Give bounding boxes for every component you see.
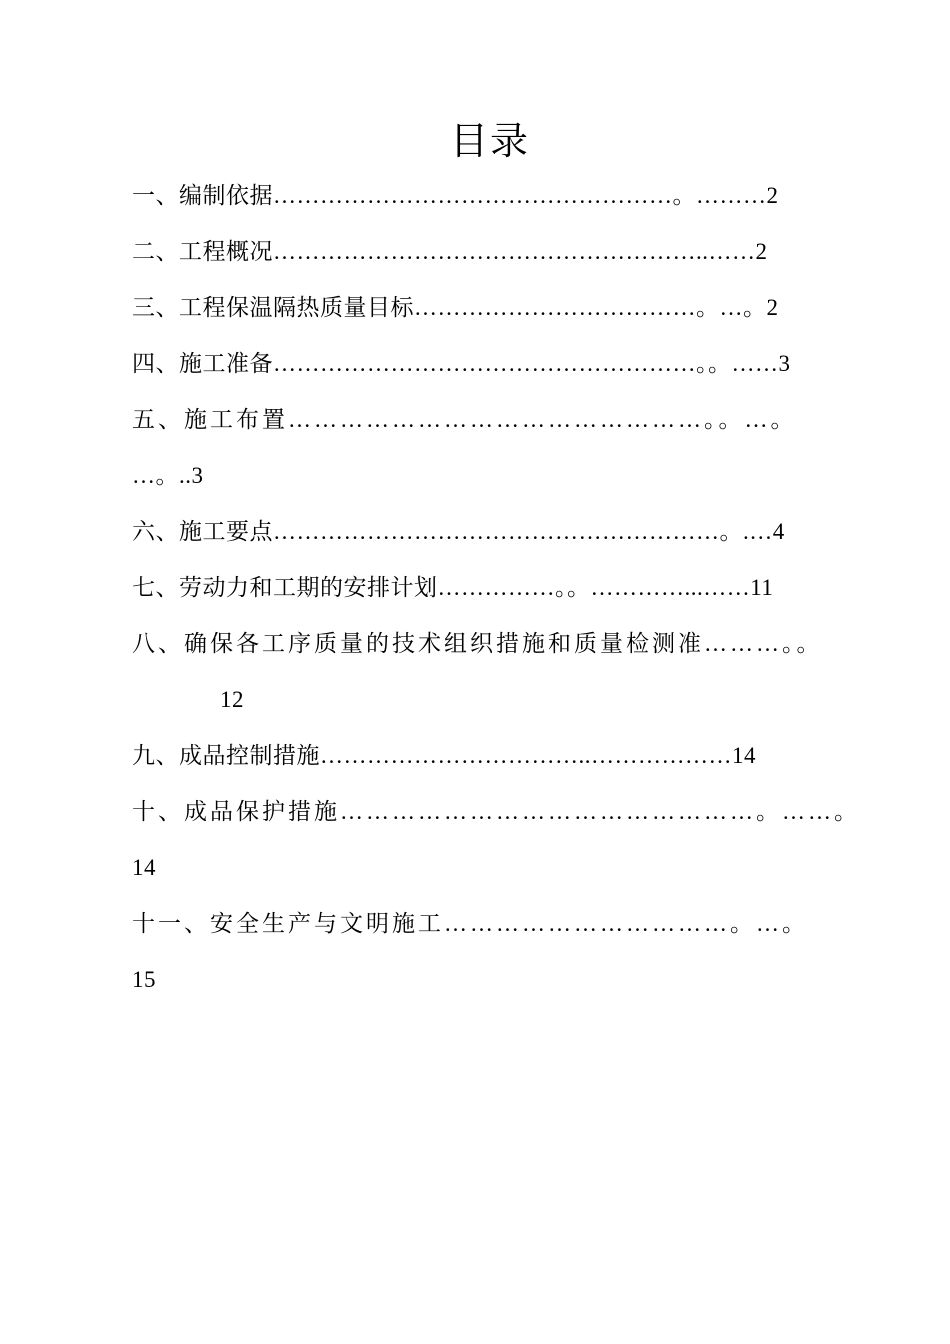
toc-entry-11: 十一、安全生产与文明施工……………………………。…。 (132, 911, 808, 936)
toc-entry-3: 三、工程保温隔热质量目标………………………………。…。2 (132, 295, 779, 320)
toc-entry-5: 五、施工布置…………………………………………。。…。 (132, 407, 797, 432)
table-of-contents (132, 168, 872, 1008)
toc-entry-1: 一、编制依据……………………………………………。………2 (132, 183, 779, 208)
toc-entry-7: 七、劳动力和工期的安排计划……………。。…………...……11 (132, 575, 774, 600)
toc-entry-4: 四、施工准备………………………………………………。。……3 (132, 351, 791, 376)
toc-entry-10-continuation: 14 (132, 855, 156, 880)
toc-entry-5-continuation: …。..3 (132, 463, 204, 488)
toc-entry-10: 十、成品保护措施…………………………………………。……。 (132, 799, 860, 824)
toc-entry-8: 八、确保各工序质量的技术组织措施和质量检测准………。。 (132, 631, 823, 656)
toc-entry-9: 九、成品控制措施……………………………..………………14 (132, 743, 756, 768)
toc-entry-2: 二、工程概况………………………………………………..……2 (132, 239, 768, 264)
page-title: 目录 (449, 121, 530, 163)
toc-entry-11-continuation: 15 (132, 967, 156, 992)
toc-entry-6: 六、施工要点…………………………………………………。.…4 (132, 519, 785, 544)
toc-entry-8-continuation: 12 (220, 687, 244, 712)
